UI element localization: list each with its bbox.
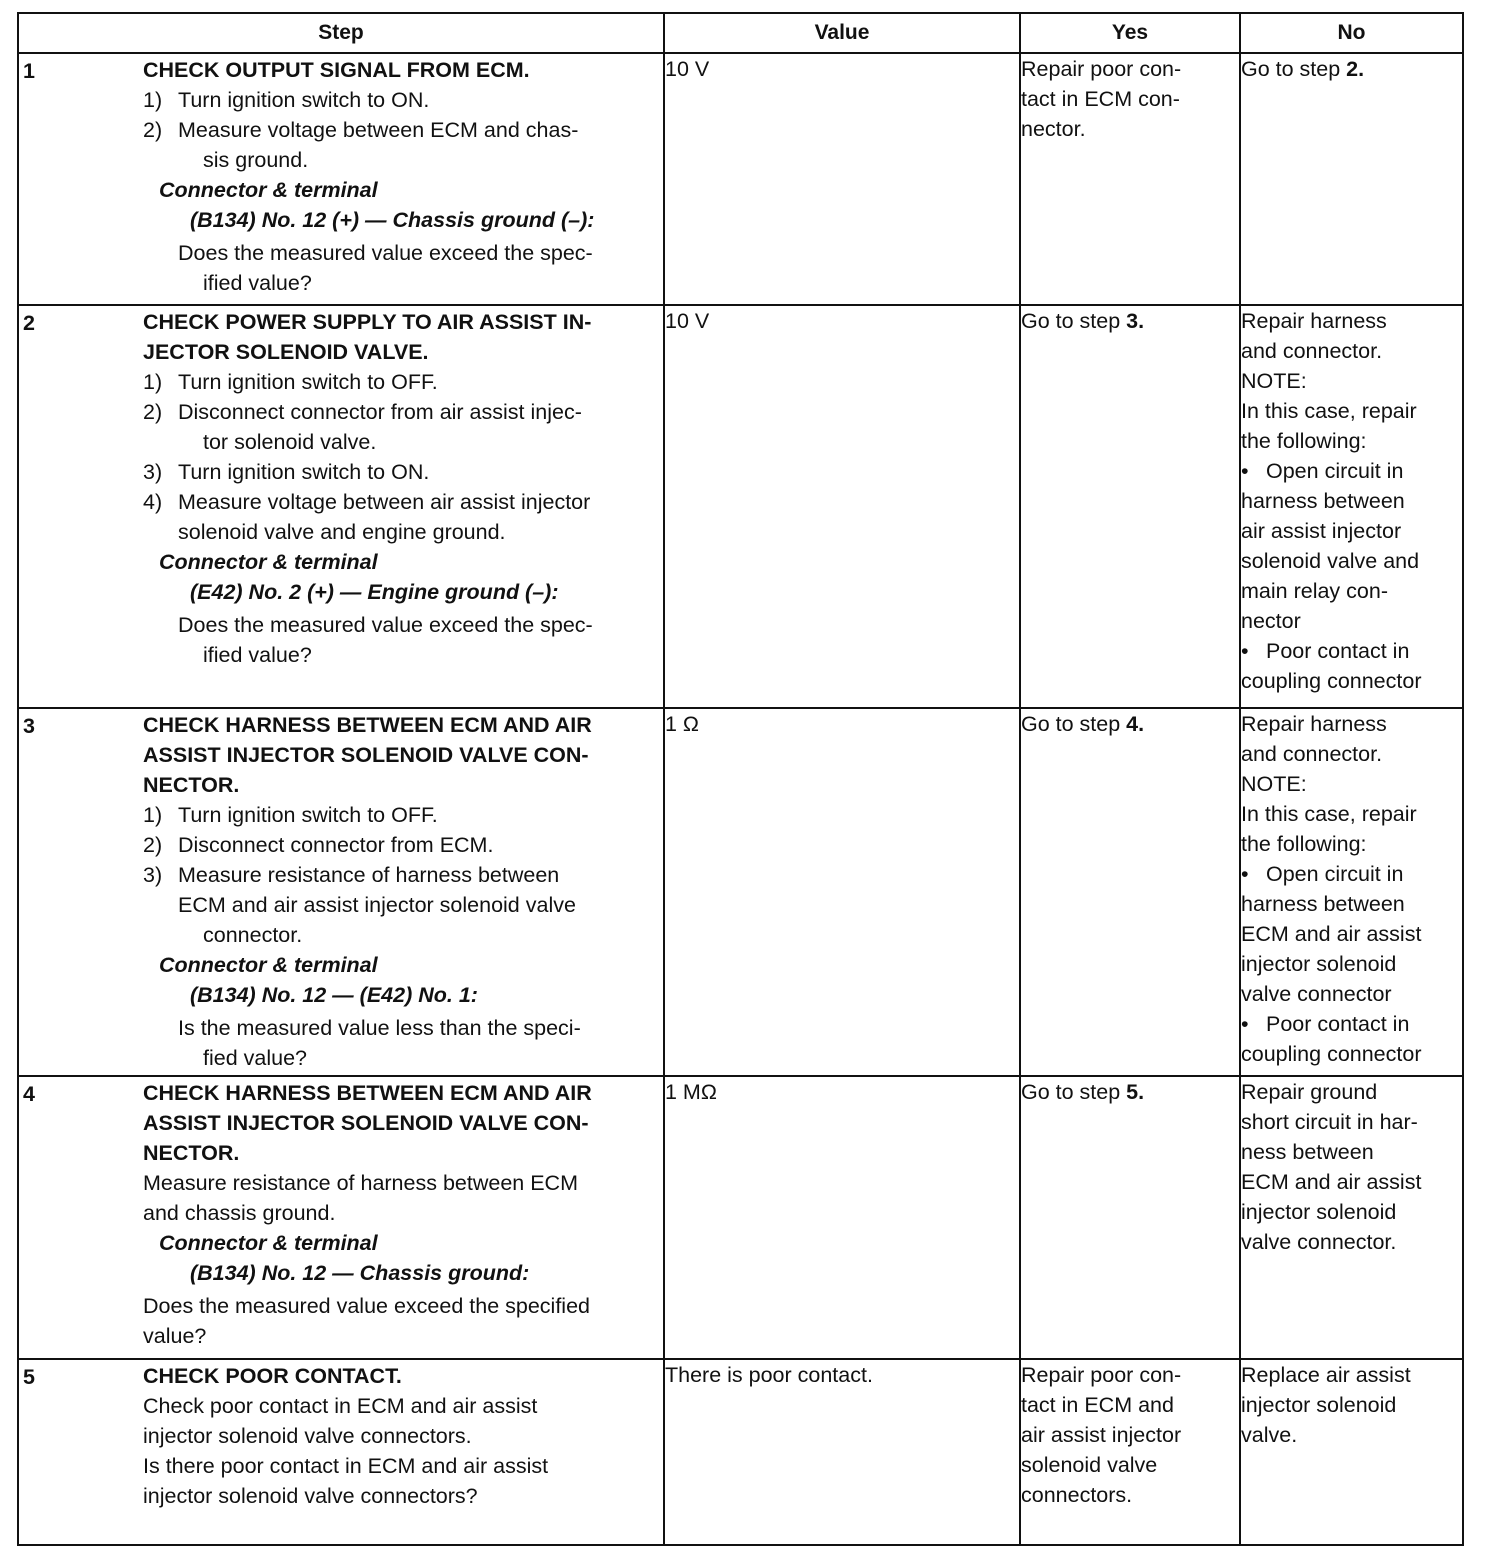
step-number: 2 <box>23 311 35 335</box>
step-text: Check poor contact in ECM and air assist <box>143 1394 538 1418</box>
step-title: CHECK POOR CONTACT. <box>143 1364 402 1388</box>
table-row <box>18 53 1463 305</box>
yes-cell: Go to step 3. <box>1020 305 1240 708</box>
no-cell: Go to step 2. <box>1240 53 1463 305</box>
step-number: 4 <box>23 1082 35 1106</box>
bullet-item: • Open circuit in <box>1241 459 1404 483</box>
substep: 2) Disconnect connector from ECM. <box>143 833 494 857</box>
yes-cell: Go to step 5. <box>1020 1076 1240 1359</box>
bullet-item: • Poor contact in <box>1241 1012 1410 1036</box>
no-cell: Replace air assist injector solenoid valve. <box>1240 1359 1463 1545</box>
step-number: 1 <box>23 59 35 83</box>
header-step: Step <box>18 13 664 53</box>
step-cell <box>18 1359 664 1545</box>
question: injector solenoid valve connectors? <box>143 1484 478 1508</box>
step-title: CHECK HARNESS BETWEEN ECM AND AIR ASSIST INJECTOR SOLENOID VALVE CON- NECTOR. <box>143 1081 592 1165</box>
bullet-item: • Open circuit in <box>1241 862 1404 886</box>
bullet-item: • Poor contact in <box>1241 639 1410 663</box>
value-cell: 10 V <box>664 53 1020 305</box>
question: Does the measured value exceed the spec- ified value? <box>178 241 593 295</box>
value-cell: 1 MΩ <box>664 1076 1020 1359</box>
diagnostic-table <box>17 12 1464 1546</box>
terminal-spec: (E42) No. 2 (+) — Engine ground (–): <box>190 580 559 604</box>
table-row <box>18 1076 1463 1359</box>
no-cell: Repair harness and connector. NOTE: In this case, repair the following: • Open circuit in harness between air assist injector solenoid valve and main relay con- nector • Poor contact in coupling connector <box>1240 305 1463 708</box>
step-title: CHECK POWER SUPPLY TO AIR ASSIST IN- JECTOR SOLENOID VALVE. <box>143 310 592 364</box>
step-cell <box>18 53 664 305</box>
header-yes: Yes <box>1020 13 1240 53</box>
table-row <box>18 708 1463 1076</box>
substep: 1) Turn ignition switch to OFF. <box>143 370 438 394</box>
question: Does the measured value exceed the specified value? <box>143 1294 590 1348</box>
header-row <box>18 13 1463 53</box>
terminal-spec: (B134) No. 12 — (E42) No. 1: <box>190 983 478 1007</box>
connector-label: Connector & terminal <box>159 953 378 977</box>
question: Is the measured value less than the speci- fied value? <box>178 1016 581 1070</box>
step-cell <box>18 708 664 1076</box>
substep: 1) Turn ignition switch to ON. <box>143 88 430 112</box>
value-cell: 10 V <box>664 305 1020 708</box>
step-title: CHECK HARNESS BETWEEN ECM AND AIR ASSIST INJECTOR SOLENOID VALVE CON- NECTOR. <box>143 713 592 797</box>
value-cell: 1 Ω <box>664 708 1020 1076</box>
yes-cell: Repair poor con- tact in ECM and air assist injector solenoid valve connectors. <box>1020 1359 1240 1545</box>
step-text: and chassis ground. <box>143 1201 336 1225</box>
yes-cell: Go to step 4. <box>1020 708 1240 1076</box>
step-cell <box>18 1076 664 1359</box>
substep: 4) Measure voltage between air assist injector solenoid valve and engine ground. <box>143 490 591 544</box>
no-cell: Repair harness and connector. NOTE: In this case, repair the following: • Open circuit in harness between ECM and air assist injector solenoid valve connector • Poor contact in coupling connector <box>1240 708 1463 1076</box>
question: Is there poor contact in ECM and air assist <box>143 1454 549 1478</box>
question: Does the measured value exceed the spec- ified value? <box>178 613 593 667</box>
substep: 3) Turn ignition switch to ON. <box>143 460 430 484</box>
substep: 3) Measure resistance of harness between ECM and air assist injector solenoid valve connector. <box>143 863 576 947</box>
header-no: No <box>1240 13 1463 53</box>
step-text: Measure resistance of harness between ECM <box>143 1171 578 1195</box>
header-value: Value <box>664 13 1020 53</box>
step-text: injector solenoid valve connectors. <box>143 1424 472 1448</box>
terminal-spec: (B134) No. 12 (+) — Chassis ground (–): <box>190 208 595 232</box>
connector-label: Connector & terminal <box>159 550 378 574</box>
connector-label: Connector & terminal <box>159 178 378 202</box>
terminal-spec: (B134) No. 12 — Chassis ground: <box>190 1261 530 1285</box>
value-cell: There is poor contact. <box>664 1359 1020 1545</box>
step-title: CHECK OUTPUT SIGNAL FROM ECM. <box>143 58 530 82</box>
connector-label: Connector & terminal <box>159 1231 378 1255</box>
table-row <box>18 305 1463 708</box>
substep: 2) Disconnect connector from air assist injec- tor solenoid valve. <box>143 400 582 454</box>
table-row <box>18 1359 1463 1545</box>
substep: 1) Turn ignition switch to OFF. <box>143 803 438 827</box>
yes-cell: Repair poor con- tact in ECM con- nector. <box>1020 53 1240 305</box>
step-cell <box>18 305 664 708</box>
substep: 2) Measure voltage between ECM and chas- sis ground. <box>143 118 579 172</box>
step-number: 5 <box>23 1365 35 1389</box>
step-number: 3 <box>23 714 35 738</box>
no-cell: Repair ground short circuit in har- ness between ECM and air assist injector solenoid valve connector. <box>1240 1076 1463 1359</box>
